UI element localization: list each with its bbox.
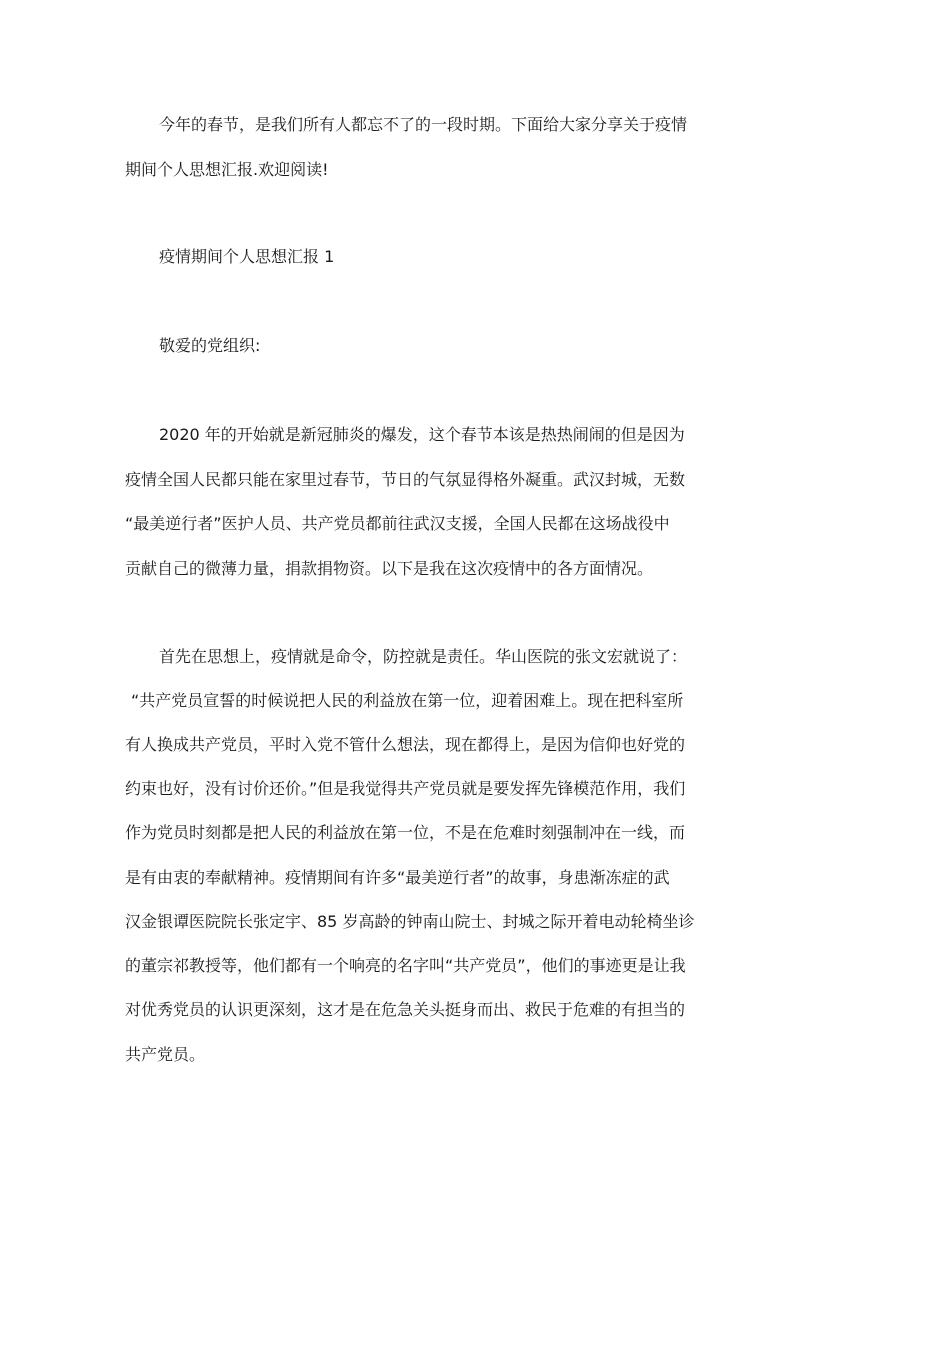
paragraph-2-line-3: 有人换成共产党员，平时入党不管什么想法，现在都得上，是因为信仰也好党的 [125,735,686,754]
paragraph-1-line-2: 疫情全国人民都只能在家里过春节，节日的气氛显得格外凝重。武汉封城，无数 [125,470,686,489]
paragraph-2-line-5: 作为党员时刻都是把人民的利益放在第一位，不是在危难时刻强制冲在一线，而 [125,823,686,842]
section-title: 疫情期间个人思想汇报 1 [159,247,335,266]
intro-line-2: 期间个人思想汇报.欢迎阅读! [125,160,329,179]
intro-line-1: 今年的春节，是我们所有人都忘不了的一段时期。下面给大家分享关于疫情 [159,115,688,134]
paragraph-2-line-6: 是有由衷的奉献精神。疫情期间有许多“最美逆行者”的故事，身患渐冻症的武 [125,868,670,887]
paragraph-1-line-1: 2020 年的开始就是新冠肺炎的爆发，这个春节本该是热热闹闹的但是因为 [159,425,685,444]
paragraph-2-line-10: 共产党员。 [125,1045,206,1064]
paragraph-2-line-9: 对优秀党员的认识更深刻，这才是在危急关头挺身而出、救民于危难的有担当的 [125,1000,686,1019]
paragraph-2-line-7: 汉金银谭医院院长张定宇、85 岁高龄的钟南山院士、封城之际开着电动轮椅坐诊 [125,912,695,931]
salutation: 敬爱的党组织: [159,336,261,355]
paragraph-2-line-1: 首先在思想上，疫情就是命令，防控就是责任。华山医院的张文宏就说了： [159,647,688,666]
paragraph-1-line-3: “最美逆行者”医护人员、共产党员都前往武汉支援，全国人民都在这场战役中 [125,514,670,533]
paragraph-2-line-8: 的董宗祁教授等，他们都有一个响亮的名字叫“共产党员”，他们的事迹更是让我 [125,956,686,975]
paragraph-2-line-2: “共产党员宣誓的时候说把人民的利益放在第一位，迎着困难上。现在把科室所 [131,691,684,710]
paragraph-1-line-4: 贡献自己的微薄力量，捐款捐物资。以下是我在这次疫情中的各方面情况。 [125,559,654,578]
paragraph-2-line-4: 约束也好，没有讨价还价。”但是我觉得共产党员就是要发挥先锋模范作用，我们 [125,779,686,798]
